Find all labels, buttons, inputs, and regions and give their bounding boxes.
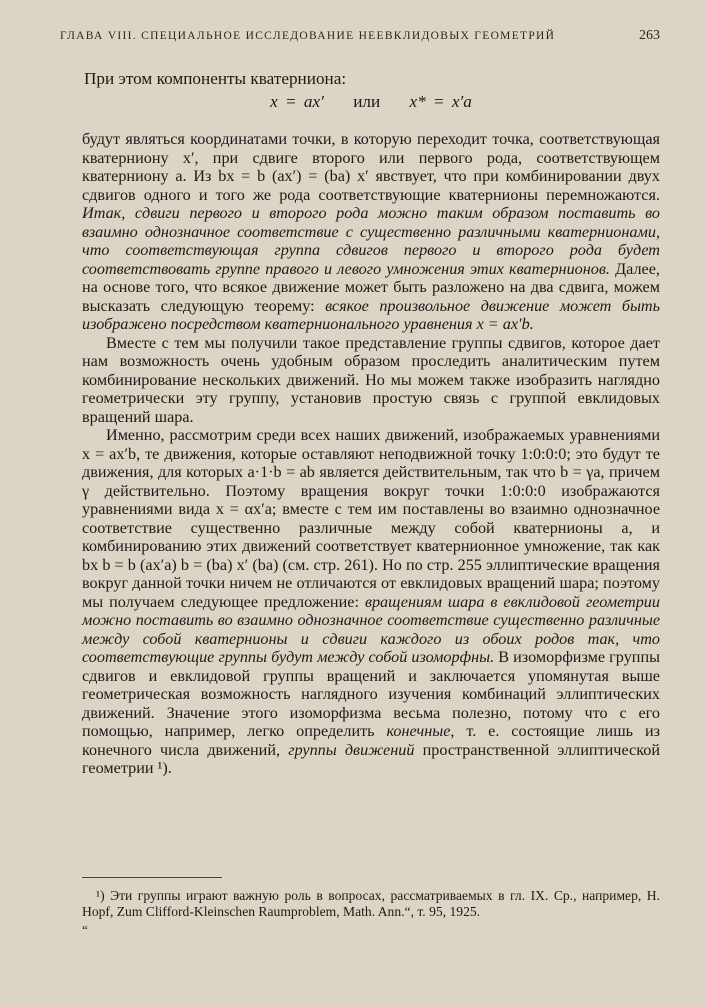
paragraph-3-italic-b: конечные bbox=[386, 722, 451, 740]
paragraph-3-italic-a: вращениям шара в евклидовой геометрии можно поставить во взаимно однозначное соответствие существенно различные между собой кватернионы и сдвиги каждого из обоих родов так, что соответствующие группы будут между собой изоморфны. bbox=[82, 592, 660, 666]
paragraph-1-text-a: будут являться координатами точки, в которую переходит точка, соответствующая кватерниону x′, при сдвиге второго или первого рода, соответствующем кватерниону a. Из bx = b (ax′) = (ba) x′ явствует, что при комбинировании двух сдвигов одного и того же рода соответствующие кватернионы перемножаются. bbox=[82, 130, 660, 204]
running-header bbox=[60, 28, 660, 44]
display-formula bbox=[82, 91, 660, 113]
paragraph-3-text-d: пространственной эллиптической геометрии ¹). bbox=[82, 740, 661, 777]
paragraph-1-italic-b: всякое произвольное движение может быть изображено посредством кватернионального уравнения x = ax′b. bbox=[82, 296, 660, 333]
paragraph-3-text-a: Именно, рассмотрим среди всех наших движений, изображаемых уравнениями x = ax′b, те движения, которые оставляют неподвижной точку 1:0:0:0; это будут те движения, для которых a·1·b = ab является действительным, так что b = γa, причем γ действительно. Поэтому вращения вокруг точки 1:0:0:0 изображаются уравнениями вида x = αx′a; вместе с тем им поставлены во взаимно однозначное соответствие существенно различные между собой кватернионы a, и комбинированию этих движений соответствует кватернионное умножение, так как bx b = b (ax′a) b = (ba) x′ (ba) (см. стр. 261). Но по стр. 255 эллиптические вращения вокруг данной точки ничем не отличаются от евклидовых вращений шара; поэтому мы получаем следующее предложение: bbox=[82, 426, 660, 611]
paragraph-3 bbox=[82, 426, 660, 778]
footnote-area bbox=[82, 877, 660, 938]
footnote-1: ¹) Эти группы играют важную роль в вопросах, рассматриваемых в гл. IX. Ср., например, H. Hopf, Zum Clifford-Kleinschen Raumproblem, Math. Ann.“, т. 95, 1925. bbox=[82, 888, 660, 919]
footnote-rule bbox=[82, 877, 222, 878]
paragraph-1-text-b: Далее, на основе того, что всякое движение может быть разложено на два сдвига, можем высказать следующую теорему: bbox=[82, 259, 660, 315]
paragraph-2: Вместе с тем мы получили такое представление группы сдвигов, которое дает нам возможность очень удобным образом проследить аналитическим путем комбинирование нескольких движений. Но мы можем также изобразить наглядно геометрически эту группу, установив простую связь с группой евклидовых вращений шара. bbox=[82, 333, 660, 426]
paragraph-1-italic-a: Итак, сдвиги первого и второго рода можно таким образом поставить во взаимно однозначное соответствие с существенно различными кватернионами, что соответствующая группа сдвигов первого и второго рода будет соответствовать группе правого и левого умножения этих кватернионов. bbox=[82, 204, 660, 278]
footnote-mark: “ bbox=[82, 922, 88, 937]
formula-right: x* = x′a bbox=[409, 92, 472, 111]
intro-line: При этом компоненты кватерниона: bbox=[84, 69, 347, 88]
paragraph-3-text-b: В изоморфизме группы сдвигов и евклидовой группы вращений и заключается упомянутая выше геометрическая возможность наглядного изучения комбинаций эллиптических движений. Значение этого изоморфизма весьма полезно, потому что с его помощью, например, легко определить bbox=[82, 648, 660, 740]
paragraph-3-text-c: , т. е. состоящие лишь из конечного числа движений, bbox=[82, 722, 660, 759]
paragraph-3-italic-c: группы движений bbox=[288, 740, 415, 759]
running-title: ГЛАВА VIII. СПЕЦИАЛЬНОЕ ИССЛЕДОВАНИЕ НЕЕВКЛИДОВЫХ ГЕОМЕТРИЙ bbox=[60, 30, 556, 42]
paragraph-1 bbox=[82, 130, 660, 334]
formula-left: x = ax′ bbox=[270, 92, 324, 111]
formula-middle: или bbox=[353, 92, 381, 111]
main-text bbox=[82, 68, 660, 778]
page-number: 263 bbox=[639, 28, 660, 43]
